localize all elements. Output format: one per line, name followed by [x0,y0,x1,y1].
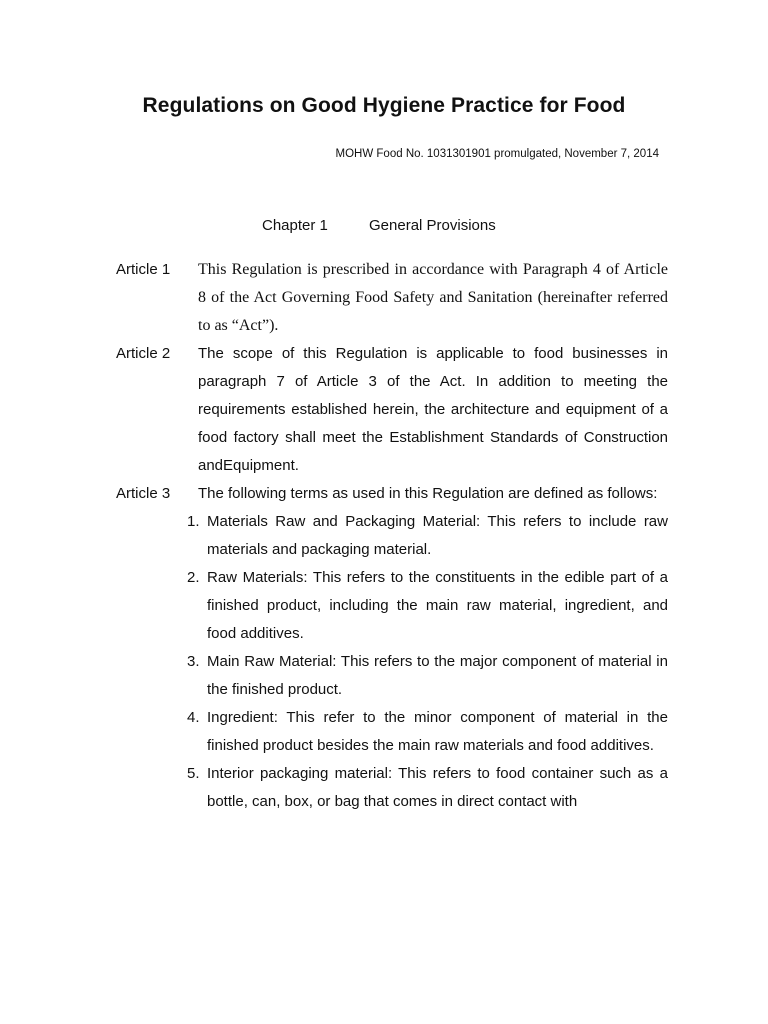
list-item-text: Ingredient: This refer to the minor component of material in the finished product besides the main raw materials and food additives. [207,709,668,754]
list-item-text: Raw Materials: This refers to the constituents in the edible part of a finished product, including the main raw material, ingredient, and food additives. [207,569,668,642]
list-item [187,760,668,816]
list-item-number: 5. [187,765,200,782]
chapter-heading [262,217,496,234]
chapter-name: General Provisions [369,217,496,234]
list-item-text: Materials Raw and Packaging Material: This refers to include raw materials and packaging material. [207,513,668,558]
list-item-text: Main Raw Material: This refers to the major component of material in the finished product. [207,653,668,698]
list-item [187,648,668,704]
document-title: Regulations on Good Hygiene Practice for Food [142,94,626,117]
list-item-text: Interior packaging material: This refers to food container such as a bottle, can, box, or bag that comes in direct contact with [207,765,668,810]
article-text: The following terms as used in this Regulation are defined as follows: [198,485,658,502]
article-3 [0,480,768,508]
list-item-number: 3. [187,653,200,670]
chapter-number: Chapter 1 [262,217,328,234]
list-item [187,704,668,760]
list-item-number: 4. [187,709,200,726]
articles-section [0,256,768,816]
list-item-number: 2. [187,569,200,586]
article-2 [0,340,768,480]
promulgation-note: MOHW Food No. 1031301901 promulgated, November 7, 2014 [335,148,659,160]
article-label: Article 3 [116,485,171,502]
definitions-list [0,508,768,816]
article-label: Article 1 [116,261,171,278]
list-item-number: 1. [187,513,200,530]
article-text: The scope of this Regulation is applicable to food businesses in paragraph 7 of Article 3 of the Act. In addition to meeting the requirements established herein, the architecture and equipment of a food factory shall meet the Establishment Standards of Construction andEquipment. [198,345,668,474]
article-text: This Regulation is prescribed in accordance with Paragraph 4 of Article 8 of the Act Governing Food Safety and Sanitation (hereinafter referred to as “Act”). [198,261,668,334]
article-1 [0,256,768,340]
article-label: Article 2 [116,345,171,362]
list-item [187,508,668,564]
list-item [187,564,668,648]
